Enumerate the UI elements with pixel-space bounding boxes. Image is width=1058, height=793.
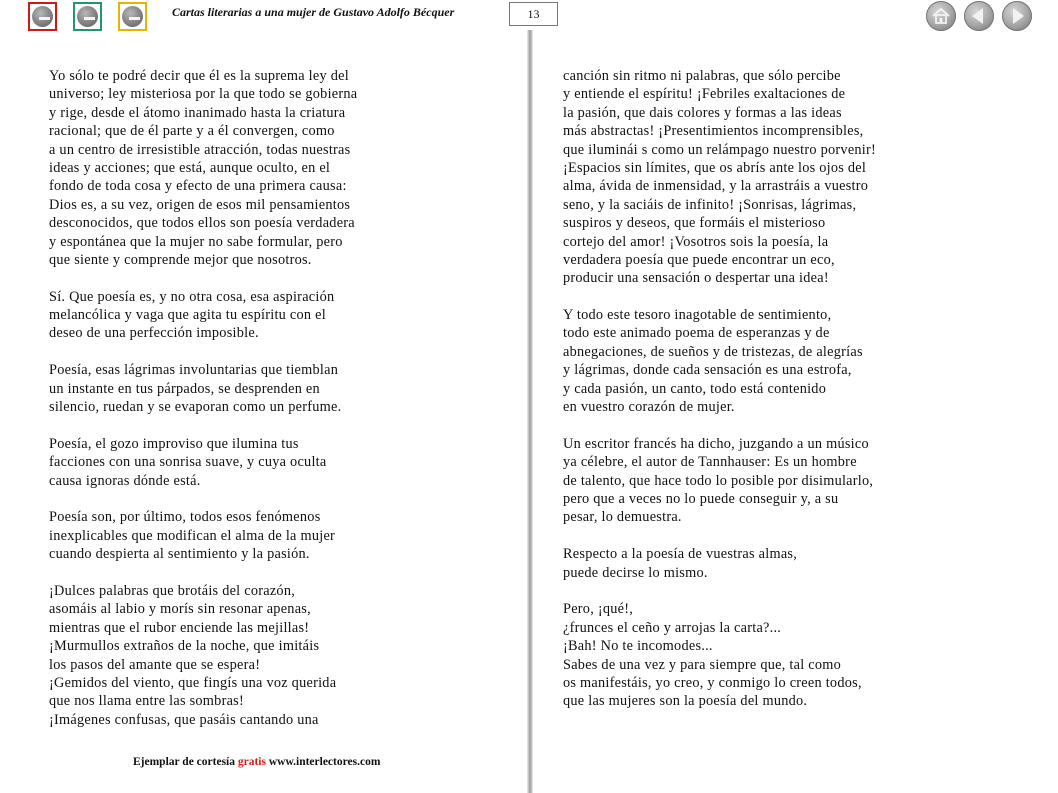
text-line: deseo de una perfección imposible.	[49, 325, 259, 342]
footer-gratis: gratis	[237, 756, 266, 768]
text-line: ¡Dulces palabras que brotáis del corazón,	[49, 582, 296, 599]
text-line: Poesía, el gozo improviso que ilumina tus	[49, 435, 299, 452]
text-line: Un escritor francés ha dicho, juzgando a un músico	[563, 435, 869, 452]
text-line: seno, y la saciáis de infinito! ¡Sonrisas, lágrimas,	[563, 196, 857, 213]
text-line: Poesía, esas lágrimas involuntarias que tiemblan	[49, 362, 339, 379]
text-line: alma, ávida de inmensidad, y la arrastráis a vuestro	[563, 178, 869, 195]
text-line: melancólica y vaga que agita tu espíritu con el	[49, 307, 326, 324]
previous-page-button[interactable]	[964, 1, 994, 31]
text-line: verdadera poesía que puede encontrar un eco,	[563, 251, 835, 268]
text-line: desconocidos, que todos ellos son poesía verdadera	[49, 215, 355, 232]
text-line: que las mujeres son la poesía del mundo.	[563, 693, 808, 710]
triangle-left-icon	[964, 1, 994, 31]
minus-icon	[32, 6, 53, 27]
text-line: y cada pasión, un canto, todo está contenido	[563, 380, 827, 397]
text-line: y espontánea que la mujer no sabe formular, pero	[49, 233, 343, 250]
paragraph	[49, 435, 357, 490]
text-line: Respecto a la poesía de vuestras almas,	[563, 546, 798, 563]
text-line: universo; ley misteriosa por la que todo se gobierna	[49, 86, 358, 103]
text-line: cortejo del amor! ¡Vosotros sois la poesía, la	[563, 233, 829, 250]
text-line: los pasos del amante que se espera!	[49, 656, 261, 673]
paragraph	[563, 435, 876, 527]
text-line: en vuestro corazón de mujer.	[563, 399, 735, 416]
text-line: Y todo este tesoro inagotable de sentimiento,	[563, 307, 832, 324]
minus-icon	[122, 6, 143, 27]
text-line: que iluminái s como un relámpago nuestro porvenir!	[563, 141, 877, 158]
text-line: Sabes de una vez y para siempre que, tal como	[563, 656, 842, 673]
text-line: abnegaciones, de sueños y de tristezas, de alegrías	[563, 343, 863, 360]
paragraph	[49, 508, 357, 563]
text-line: ya célebre, el autor de Tannhauser: Es un hombre	[563, 454, 857, 471]
text-line: mientras que el rubor enciende las mejillas!	[49, 619, 310, 636]
text-line: producir una sensación o despertar una idea!	[563, 270, 829, 287]
text-line: inexplicables que modifican el alma de la mujer	[49, 527, 336, 544]
text-line: ¿frunces el ceño y arrojas la carta?...	[563, 619, 782, 636]
text-line: Sí. Que poesía es, y no otra cosa, esa aspiración	[49, 288, 335, 305]
text-line: de talento, que hace todo lo posible por disimularlo,	[563, 472, 874, 489]
text-line: ¡Imágenes confusas, que pasáis cantando una	[49, 711, 319, 728]
text-line: ¡Gemidos del viento, que fingís una voz querida	[49, 674, 337, 691]
paragraph	[563, 600, 876, 710]
text-line: canción sin ritmo ni palabras, que sólo percibe	[563, 68, 841, 84]
text-line: que nos llama entre las sombras!	[49, 693, 244, 710]
footer-prefix: Ejemplar de cortesía	[133, 756, 235, 768]
text-line: asomáis al labio y morís sin resonar apenas,	[49, 601, 311, 618]
text-line: puede decirse lo mismo.	[563, 564, 708, 581]
book-title: Cartas literarias a una mujer de Gustavo Adolfo Bécquer	[172, 5, 455, 19]
text-line: ¡Murmullos extraños de la noche, que imitáis	[49, 638, 320, 655]
text-line: Dios es, a su vez, origen de esos mil pensamientos	[49, 196, 351, 213]
text-line: todo este animado poema de esperanzas y de	[563, 325, 830, 342]
text-line: y rige, desde el átomo inanimado hasta la criatura	[49, 104, 346, 121]
text-line: cuando despierta al sentimiento y la pasión.	[49, 546, 310, 563]
paragraph	[49, 361, 357, 416]
text-line: ¡Espacios sin límites, que os abrís ante los ojos del	[563, 159, 867, 176]
text-line: la pasión, que dais colores y formas a las ideas	[563, 104, 842, 121]
paragraph	[49, 582, 357, 729]
text-line: ideas y acciones; que está, aunque oculto, en el	[49, 159, 331, 176]
text-line: pero que a veces no lo puede conseguir y, a su	[563, 490, 839, 507]
paragraph	[563, 306, 876, 416]
text-line: racional; que de él parte y a él convergen, como	[49, 123, 335, 140]
triangle-right-icon	[1002, 1, 1032, 31]
paragraph	[563, 545, 876, 582]
right-page-text	[563, 67, 876, 729]
text-line: causa ignoras dónde está.	[49, 472, 201, 489]
next-page-button[interactable]	[1002, 1, 1032, 31]
left-page-text	[49, 67, 357, 747]
home-icon	[926, 1, 956, 31]
footer-credit	[133, 756, 380, 768]
text-line: silencio, ruedan y se evaporan como un perfume.	[49, 399, 342, 416]
minimize-button-yellow[interactable]	[118, 2, 147, 31]
text-line: Pero, ¡qué!,	[563, 601, 634, 618]
page-number: 13	[509, 2, 558, 26]
minimize-button-red[interactable]	[28, 2, 57, 31]
text-line: un instante en tus párpados, se desprenden en	[49, 380, 320, 397]
paragraph	[49, 288, 357, 343]
paragraph	[49, 67, 357, 269]
text-line: Poesía son, por último, todos esos fenómenos	[49, 509, 321, 526]
text-line: a un centro de irresistible atracción, todas nuestras	[49, 141, 351, 158]
text-line: pesar, lo demuestra.	[563, 509, 682, 526]
text-line: más abstractas! ¡Presentimientos incomprensibles,	[563, 123, 864, 140]
text-line: os manifestáis, yo creo, y conmigo lo creen todos,	[563, 674, 862, 691]
home-button[interactable]	[926, 1, 956, 31]
page-spine-divider	[527, 30, 533, 793]
text-line: fondo de toda cosa y efecto de una primera causa:	[49, 178, 347, 195]
text-line: suspiros y deseos, que formáis el misterioso	[563, 215, 826, 232]
paragraph	[563, 67, 876, 288]
text-line: facciones con una sonrisa suave, y cuya oculta	[49, 454, 327, 471]
text-line: que siente y comprende mejor que nosotros.	[49, 251, 312, 268]
text-line: y entiende el espíritu! ¡Febriles exaltaciones de	[563, 86, 846, 103]
text-line: Yo sólo te podré decir que él es la suprema ley del	[49, 68, 349, 84]
minus-icon	[77, 6, 98, 27]
text-line: ¡Bah! No te incomodes...	[563, 638, 713, 655]
text-line: y lágrimas, donde cada sensación es una estrofa,	[563, 362, 852, 379]
minimize-button-green[interactable]	[73, 2, 102, 31]
footer-site-link[interactable]: www.interlectores.com	[268, 756, 381, 768]
